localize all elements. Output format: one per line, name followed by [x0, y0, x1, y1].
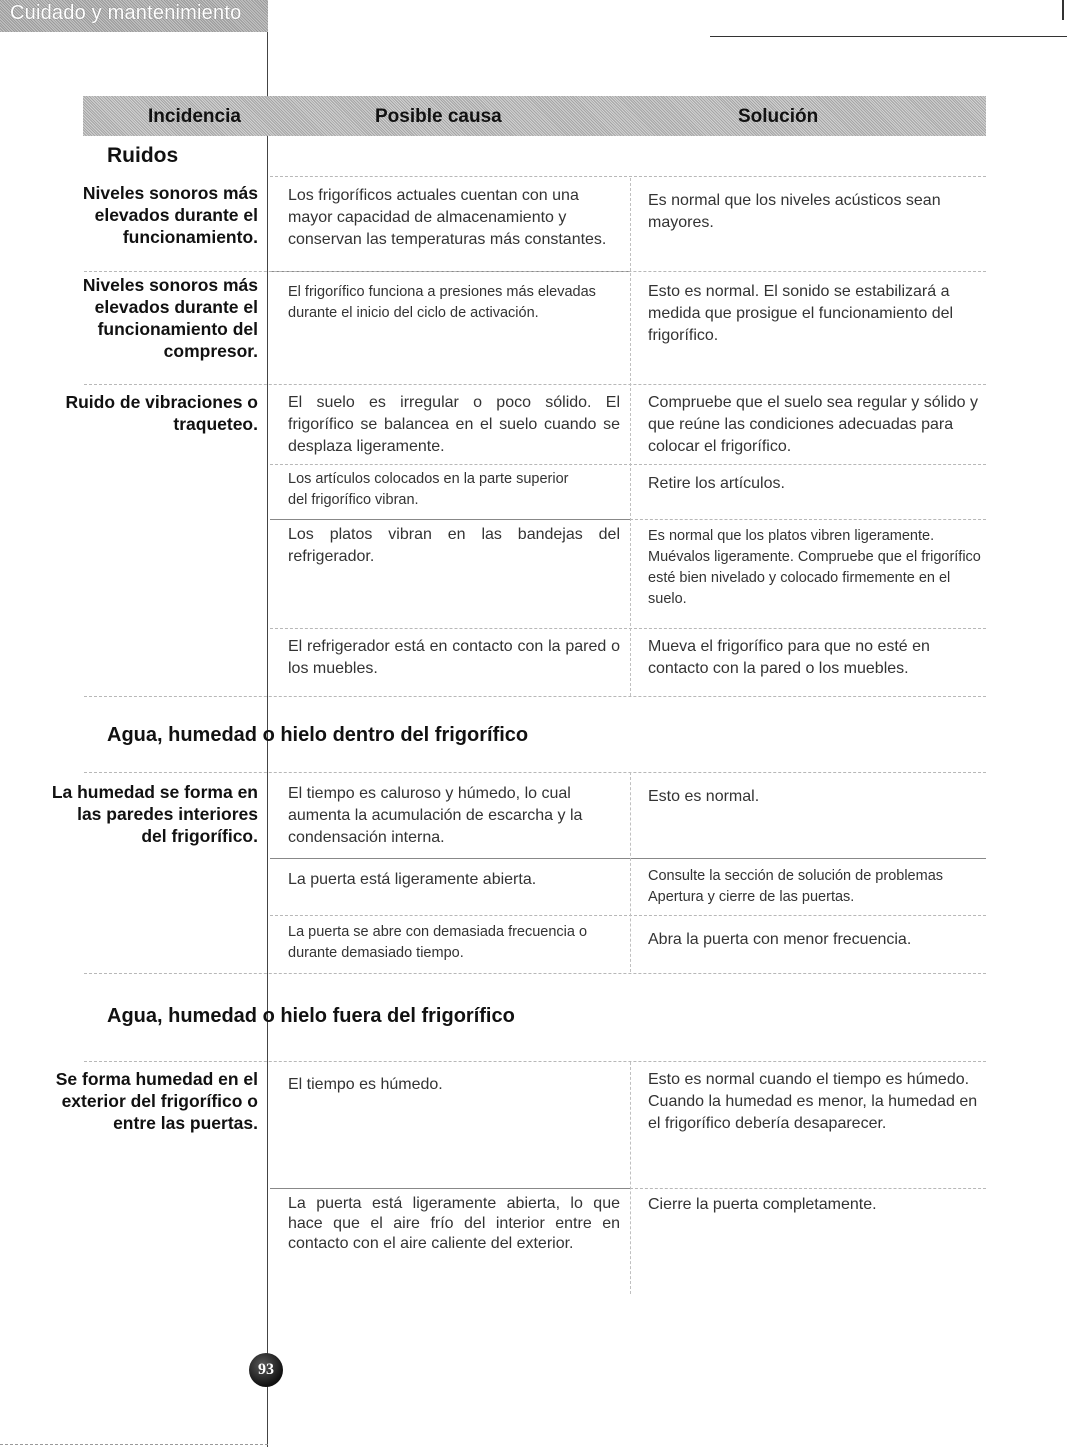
row-divider — [84, 384, 986, 385]
solution-text: Es normal que los platos vibren ligeramente. Muévalos ligeramente. Compruebe que el frigorífico esté bien nivelado y colocado firmemente en el suelo. — [648, 528, 981, 607]
section-title-outside: Agua, humedad o hielo fuera del frigorífico — [107, 1005, 515, 1027]
issue-noise-operation: Niveles sonoros más elevados durante el funcionamiento. — [82, 183, 258, 247]
cause-text: Los frigoríficos actuales cuentan con una mayor capacidad de almacenamiento y conservan las temperaturas más constantes. — [288, 187, 607, 248]
row-divider — [270, 519, 630, 520]
cause-text: El tiempo es húmedo. — [288, 1076, 443, 1093]
section-title-ruidos: Ruidos — [107, 144, 179, 167]
cause-text: El tiempo es caluroso y húmedo, lo cual aumenta la acumulación de escarcha y la condensación interna. — [288, 785, 583, 846]
solution-text: Cierre la puerta completamente. — [648, 1196, 877, 1213]
top-rule — [710, 36, 1067, 37]
column-divider — [630, 1062, 631, 1294]
section-title-inside: Agua, humedad o hielo dentro del frigorífico — [107, 724, 529, 746]
cause-text: La puerta está ligeramente abierta. — [288, 871, 537, 888]
solution-text: Abra la puerta con menor frecuencia. — [648, 931, 912, 948]
cause-text: El suelo es irregular o poco sólido. El frigorífico se balancea en el suelo cuando se desplaza ligeramente. — [288, 394, 620, 455]
issue-vibration: Ruido de vibraciones o traqueteo. — [65, 392, 258, 434]
issue-humidity-outside: Se forma humedad en el exterior del frigorífico o entre las puertas. — [55, 1069, 258, 1133]
page-number: 93 — [258, 1361, 274, 1378]
column-divider — [630, 178, 631, 696]
issue-noise-compressor: Niveles sonoros más elevados durante el funcionamiento del compresor. — [82, 275, 258, 361]
column-header-cause: Posible causa — [375, 106, 502, 127]
bottom-rule — [0, 1444, 268, 1445]
cause-text: El frigorífico funciona a presiones más elevadas durante el inicio del ciclo de activación. — [288, 284, 596, 321]
row-divider — [270, 1188, 630, 1189]
row-divider — [84, 1061, 986, 1062]
row-divider — [630, 519, 986, 520]
solution-text: Consulte la sección de solución de problemas Apertura y cierre de las puertas. — [648, 868, 944, 905]
cause-text: El refrigerador está en contacto con la pared o los muebles. — [288, 638, 620, 677]
right-edge-mark — [1062, 0, 1064, 20]
row-divider — [84, 696, 986, 697]
row-divider — [270, 176, 986, 177]
row-divider — [84, 772, 986, 773]
row-divider — [270, 464, 986, 465]
solution-text: Esto es normal. — [648, 788, 760, 805]
row-divider — [270, 858, 630, 859]
row-divider — [630, 1188, 986, 1189]
row-divider — [270, 915, 986, 916]
row-divider — [270, 628, 986, 629]
column-header-solution: Solución — [738, 106, 819, 127]
section-tab — [0, 0, 268, 32]
solution-text: Compruebe que el suelo sea regular y sólido y que reúne las condiciones adecuadas para colocar el frigorífico. — [648, 394, 978, 455]
column-divider — [630, 772, 631, 972]
solution-text: Mueva el frigorífico para que no esté en contacto con la pared o los muebles. — [648, 638, 930, 677]
solution-text: Esto es normal. El sonido se estabilizará a medida que prosigue el funcionamiento del frigorífico. — [648, 283, 954, 344]
section-tab-label: Cuidado y mantenimiento — [10, 2, 242, 24]
solution-text: Es normal que los niveles acústicos sean mayores. — [648, 192, 941, 231]
solution-text: Retire los artículos. — [648, 475, 785, 492]
issue-humidity-inside: La humedad se forma en las paredes interiores del frigorífico. — [51, 782, 258, 846]
cause-text: Los platos vibran en las bandejas del refrigerador. — [288, 526, 620, 565]
solution-text: Esto es normal cuando el tiempo es húmedo. Cuando la humedad es menor, la humedad en el frigorífico debería desaparecer. — [648, 1071, 978, 1132]
row-divider — [84, 271, 986, 272]
row-divider — [630, 858, 986, 859]
page-number-badge — [249, 1353, 283, 1387]
column-header-issue: Incidencia — [148, 106, 241, 127]
row-divider — [84, 973, 986, 974]
cause-text: La puerta se abre con demasiada frecuencia o durante demasiado tiempo. — [288, 924, 588, 961]
cause-text: La puerta está ligeramente abierta, lo que hace que el aire frío del interior entre en contacto con el aire caliente del exterior. — [288, 1195, 620, 1252]
cause-text: Los artículos colocados en la parte superior del frigorífico vibran. — [288, 471, 569, 508]
